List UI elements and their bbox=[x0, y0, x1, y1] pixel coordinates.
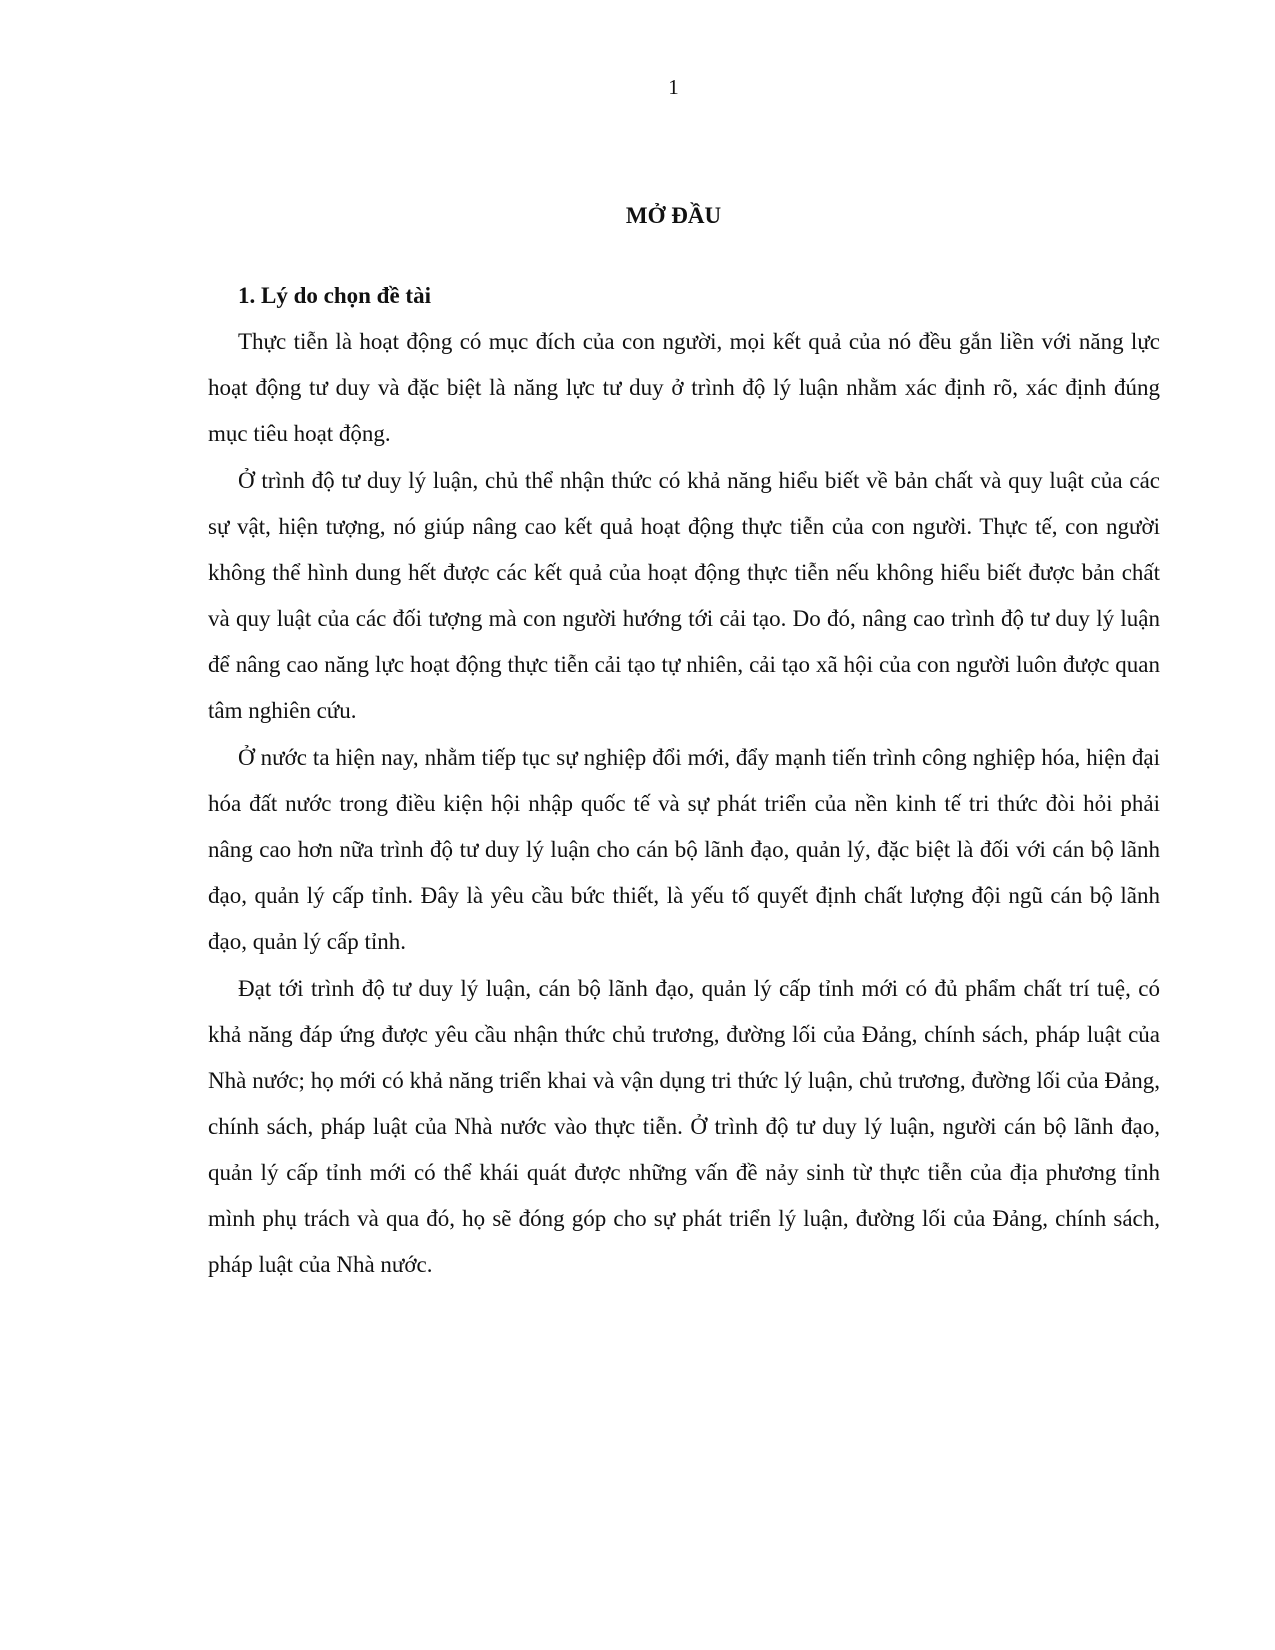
section-heading: 1. Lý do chọn đề tài bbox=[238, 283, 431, 308]
page-number: 1 bbox=[668, 75, 679, 99]
paragraph-3: Ở nước ta hiện nay, nhằm tiếp tục sự nghiệp đổi mới, đẩy mạnh tiến trình công nghiệp hóa, hiện đại hóa đất nước trong điều kiện hội nhập quốc tế và sự phát triển của nền kinh tế tri thức đòi hỏi phải nâng cao hơn nữa trình độ tư duy lý luận cho cán bộ lãnh đạo, quản lý, đặc biệt là đối với cán bộ lãnh đạo, quản lý cấp tỉnh. Đây là yêu cầu bức thiết, là yếu tố quyết định chất lượng đội ngũ cán bộ lãnh đạo, quản lý cấp tỉnh. bbox=[208, 745, 1160, 954]
body-text bbox=[208, 319, 1160, 1289]
paragraph-4: Đạt tới trình độ tư duy lý luận, cán bộ lãnh đạo, quản lý cấp tỉnh mới có đủ phẩm chất trí tuệ, có khả năng đáp ứng được yêu cầu nhận thức chủ trương, đường lối của Đảng, chính sách, pháp luật của Nhà nước; họ mới có khả năng triển khai và vận dụng tri thức lý luận, chủ trương, đường lối của Đảng, chính sách, pháp luật của Nhà nước vào thực tiễn. Ở trình độ tư duy lý luận, người cán bộ lãnh đạo, quản lý cấp tỉnh mới có thể khái quát được những vấn đề nảy sinh từ thực tiễn của địa phương tỉnh mình phụ trách và qua đó, họ sẽ đóng góp cho sự phát triển lý luận, đường lối của Đảng, chính sách, pháp luật của Nhà nước. bbox=[208, 976, 1160, 1277]
chapter-title: MỞ ĐẦU bbox=[625, 203, 722, 228]
paragraph-2: Ở trình độ tư duy lý luận, chủ thể nhận thức có khả năng hiểu biết về bản chất và quy luật của các sự vật, hiện tượng, nó giúp nâng cao kết quả hoạt động thực tiễn của con người. Thực tế, con người không thể hình dung hết được các kết quả của hoạt động thực tiễn nếu không hiểu biết được bản chất và quy luật của các đối tượng mà con người hướng tới cải tạo. Do đó, nâng cao trình độ tư duy lý luận để nâng cao năng lực hoạt động thực tiễn cải tạo tự nhiên, cải tạo xã hội của con người luôn được quan tâm nghiên cứu. bbox=[208, 468, 1160, 723]
paragraph-1: Thực tiễn là hoạt động có mục đích của con người, mọi kết quả của nó đều gắn liền với năng lực hoạt động tư duy và đặc biệt là năng lực tư duy ở trình độ lý luận nhằm xác định rõ, xác định đúng mục tiêu hoạt động. bbox=[208, 329, 1160, 446]
